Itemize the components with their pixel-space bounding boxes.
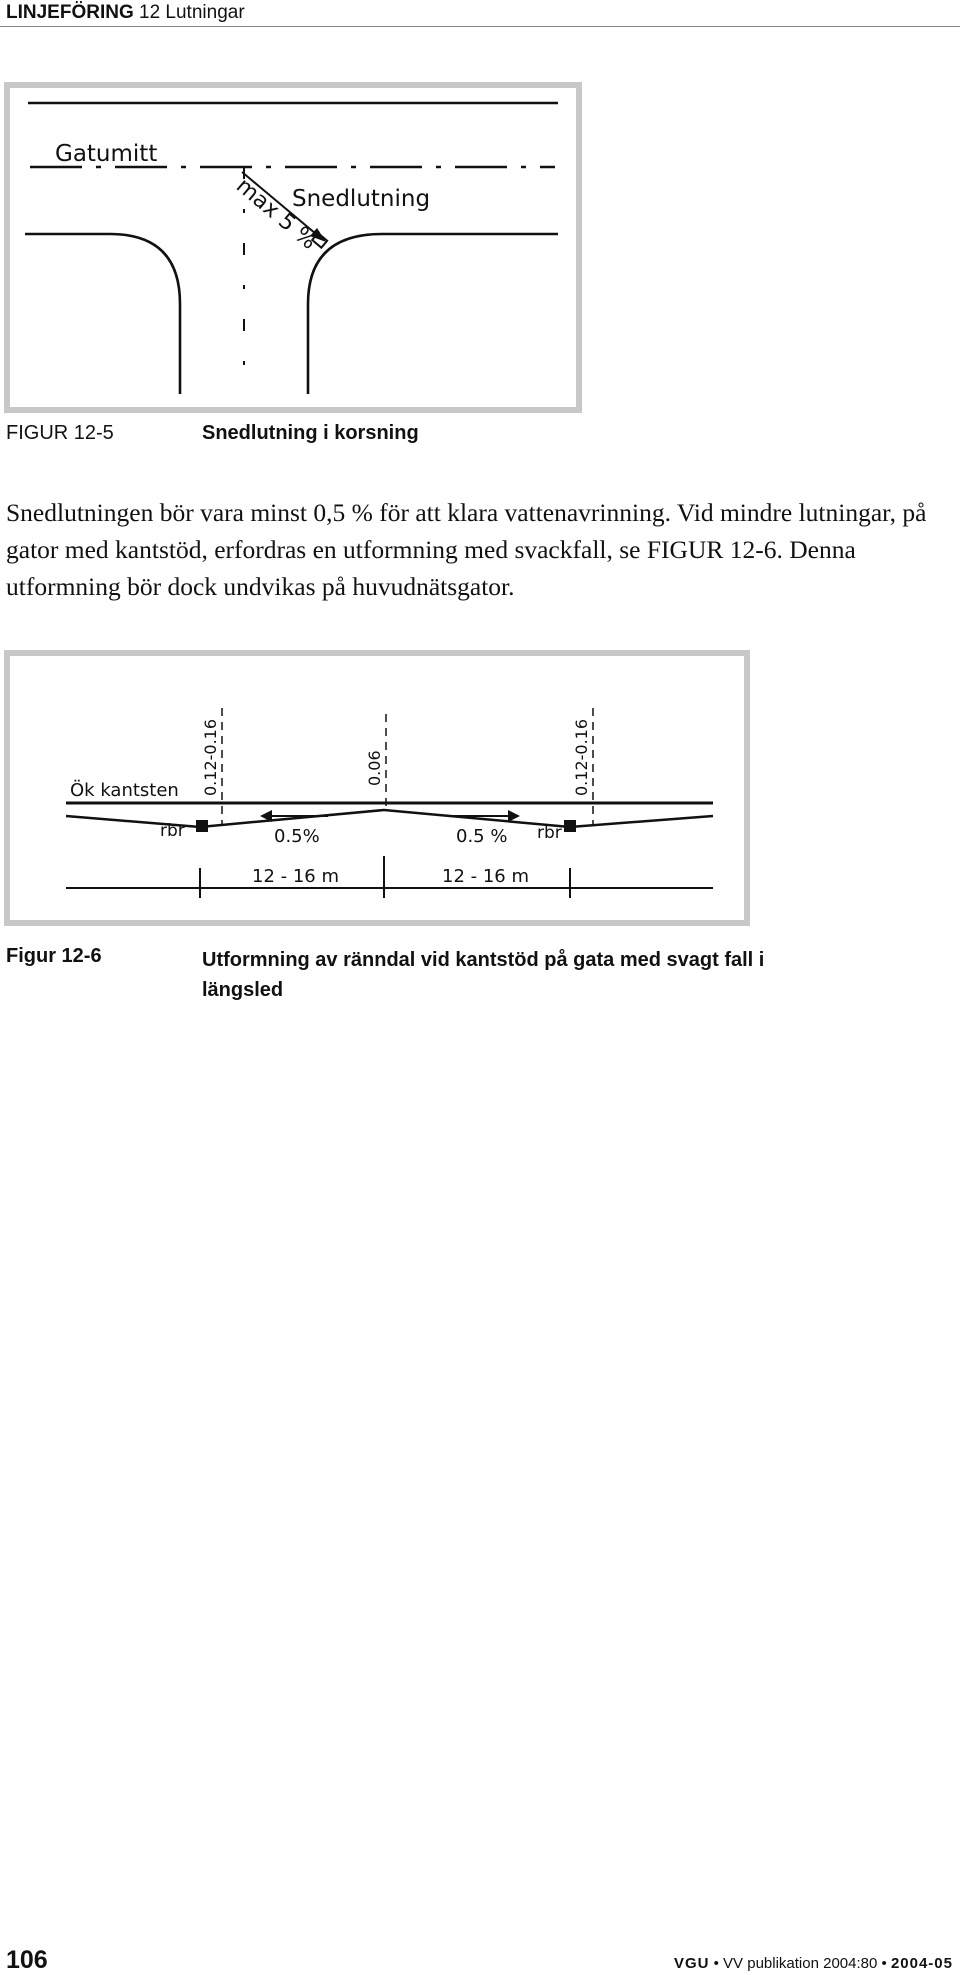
label-rbr-left: rbr [160,821,185,841]
label-slope-left: 0.5% [274,826,320,847]
label-depth-right: 0.12-0.16 [572,718,591,796]
footer-vgu: VGU [673,1955,710,1972]
label-rbr-right: rbr [537,823,562,843]
label-depth-left: 0.12-0.16 [201,718,220,796]
label-dist-right: 12 - 16 m [442,866,530,887]
footer-bullet-1: • [713,1955,724,1972]
intersection-diagram [10,88,576,407]
left-curb [25,234,180,394]
header-chapter: LINJEFÖRING [6,2,134,23]
figure-gutter-design [4,650,750,926]
arrow-right-head [508,810,520,822]
label-snedlutning: Snedlutning [292,186,431,212]
right-curb [308,234,558,394]
running-header [6,2,245,24]
label-ok-kantsten: Ök kantsten [70,780,179,801]
footer-date: 2004-05 [890,1955,953,1972]
label-gatumitt: Gatumitt [55,141,158,167]
figure1-caption-title: Snedlutning i korsning [202,422,419,444]
footer-bullet-2: • [881,1955,891,1972]
figure2-caption-number: Figur 12-6 [6,945,102,967]
figure1-caption-number: FIGUR 12-5 [6,422,114,444]
body-paragraph: Snedlutningen bör vara minst 0,5 % för att klara vattenavrinning. Vid mindre lutningar, på gator med kantstöd, erfordras en utformning med svackfall, se FIGUR 12-6. Denna utformning bör dock undvikas på huvudnätsgator. [6,498,927,601]
header-rule [0,26,960,27]
figure2-caption-title [202,945,764,1005]
label-dist-left: 12 - 16 m [252,866,340,887]
figure2-caption-line1: Utformning av ränndal vid kantstöd på gata med svagt fall i [202,949,765,971]
label-slope-right: 0.5 % [456,826,508,847]
label-depth-mid: 0.06 [365,750,384,786]
drain-right [564,820,576,832]
gutter-diagram [10,656,744,920]
figure2-caption-line2: längsled [202,979,284,1001]
footer-series: VV publikation 2004:80 [723,1955,878,1972]
footer-publication [674,1955,953,1972]
figure-intersection-cross-slope [4,82,582,413]
page-number: 106 [6,1946,48,1974]
label-max-slope: max 5 % [231,173,322,255]
drain-left [196,820,208,832]
header-section: 12 Lutningar [139,2,245,23]
